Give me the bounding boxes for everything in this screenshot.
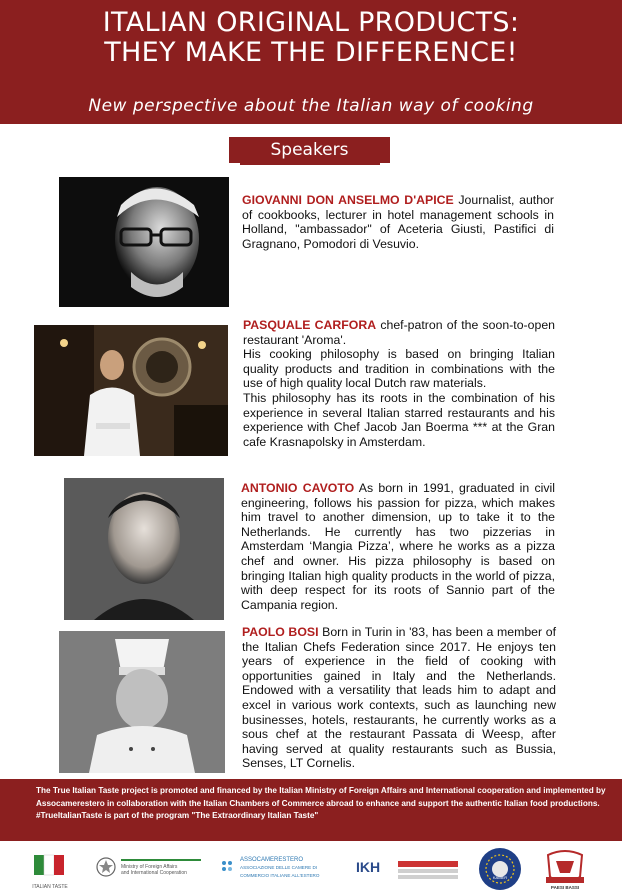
assocamerestero-logo [220, 857, 340, 887]
speaker-bio-3 [241, 481, 555, 612]
page-subtitle: New perspective about the Italian way of cooking [88, 96, 534, 116]
speaker-photo-2 [34, 325, 228, 456]
assoc-name: ASSOCAMERESTERO [240, 857, 304, 863]
portrait-illustration [59, 631, 225, 773]
chefs-federation-logo [540, 847, 590, 893]
partner-logos [0, 841, 622, 896]
ministry-line-1: Ministry of Foreign Affairs [121, 864, 178, 870]
ministry-stripe [121, 859, 201, 861]
ministry-logo [95, 855, 205, 885]
speaker-text-2-p3: This philosophy has its roots in the combination of his experience in several Italian starred restaurants and his experience with Chef Jacob Jan Boerma *** at the Gran cafe Krasnapolsky in Amsterdam. [243, 390, 555, 449]
chamber-caption: KAMER [492, 875, 508, 880]
shield-icon [540, 847, 590, 887]
page-title [0, 8, 622, 68]
speaker-name-4: PAOLO BOSI [242, 625, 319, 639]
section-underline [240, 163, 380, 165]
ministry-line-2: and International Cooperation [121, 870, 187, 876]
footer-text-2: #TrueItalianTaste is part of the program "The Extraordinary Italian Taste" [36, 811, 319, 821]
portrait-illustration [64, 478, 224, 620]
speaker-name-2: PASQUALE CARFORA [243, 318, 377, 332]
ikh-logo [356, 859, 460, 883]
speaker-name-1: GIOVANNI DON ANSELMO D'APICE [242, 193, 454, 207]
speaker-text-2: chef-patron of the soon-to-open restaurant 'Aroma'. [243, 318, 555, 347]
speaker-photo-3 [64, 478, 224, 620]
header-banner [0, 0, 622, 124]
true-italian-taste-logo [30, 851, 70, 891]
speaker-photo-1 [59, 177, 229, 307]
speaker-bio-1 [242, 193, 554, 251]
ikh-stripe-2 [398, 869, 458, 873]
italian-flag-icon [30, 851, 70, 879]
section-label-speakers: Speakers [229, 137, 390, 163]
tit-caption: ITALIAN TASTE [32, 884, 68, 890]
speaker-text-2-p2: His cooking philosophy is based on bringing Italian quality products and tradition in combinations with the use of high quality local Dutch raw materials. [243, 347, 555, 391]
portrait-illustration [34, 325, 228, 456]
assoc-sub-2: COMMERCIO ITALIANE ALL'ESTERO [240, 873, 320, 878]
title-line-2: THEY MAKE THE DIFFERENCE! [104, 37, 518, 68]
speaker-text-3: As born in 1991, graduated in civil engineering, follows his passion for pizza, which makes him travel to another dimension, up to take it to the Netherlands. He currently has two pizzerias in Amsterdam ‘Mangia Pizza’, where he works as a pizza chef and owner. His pizza philosophy is based on bringing Italian high quality products in the world of pizza, with deep respect for its roots of Sannio part of the Campania region. [241, 481, 555, 612]
speaker-photo-4 [59, 631, 225, 773]
ministry-text [121, 864, 205, 876]
speaker-text-1: Journalist, author of cookbooks, lecturer in hotel management schools in Holland, "ambassador" of Aceteria Giusti, Pastifici di Gragnano, Pomodori di Vesuvio. [242, 193, 554, 251]
speaker-text-4: Born in Turin in '83, has been a member of the Italian Chefs Federation since 2017. He enjoys ten years of experience in the field of cooking with opportunities gained in Italy and the Netherlands. Endowed with a versatility that leads him to adapt and excel in various work contexts, such as launching new businesses, hotels, restaurants, he currently works as a sous chef at the restaurant Passata di Weesp, after having served at quality restaurants such as Bussia, Senses, LT Cornelis. [242, 625, 556, 771]
portrait-illustration [59, 177, 229, 307]
ikh-stripe-3 [398, 875, 458, 879]
assoc-sub-1: ASSOCIAZIONE DELLE CAMERE DI [240, 865, 318, 870]
emblem-icon [95, 855, 117, 881]
assoc-text [240, 857, 340, 880]
speaker-bio-2 [243, 318, 555, 449]
chefs-caption: PAESI BASSI [550, 885, 580, 890]
dots-icon [220, 859, 236, 875]
ikh-mark: IKH [356, 859, 381, 875]
speaker-name-3: ANTONIO CAVOTO [241, 481, 355, 495]
speaker-bio-4 [242, 625, 556, 771]
footer-text-1: The True Italian Taste project is promoted and financed by the Italian Ministry of Foreign Affairs and International cooperation and implemented by Assocamerestero in collaboration with the Italian Chambers of Commerce abroad to enhance and support the authentic Italian food productions. [36, 786, 606, 808]
chamber-seal-logo [478, 847, 522, 891]
title-line-1: ITALIAN ORIGINAL PRODUCTS: [102, 7, 520, 38]
footer-banner [0, 779, 622, 841]
seal-icon [478, 847, 522, 891]
ikh-stripe-1 [398, 861, 458, 867]
